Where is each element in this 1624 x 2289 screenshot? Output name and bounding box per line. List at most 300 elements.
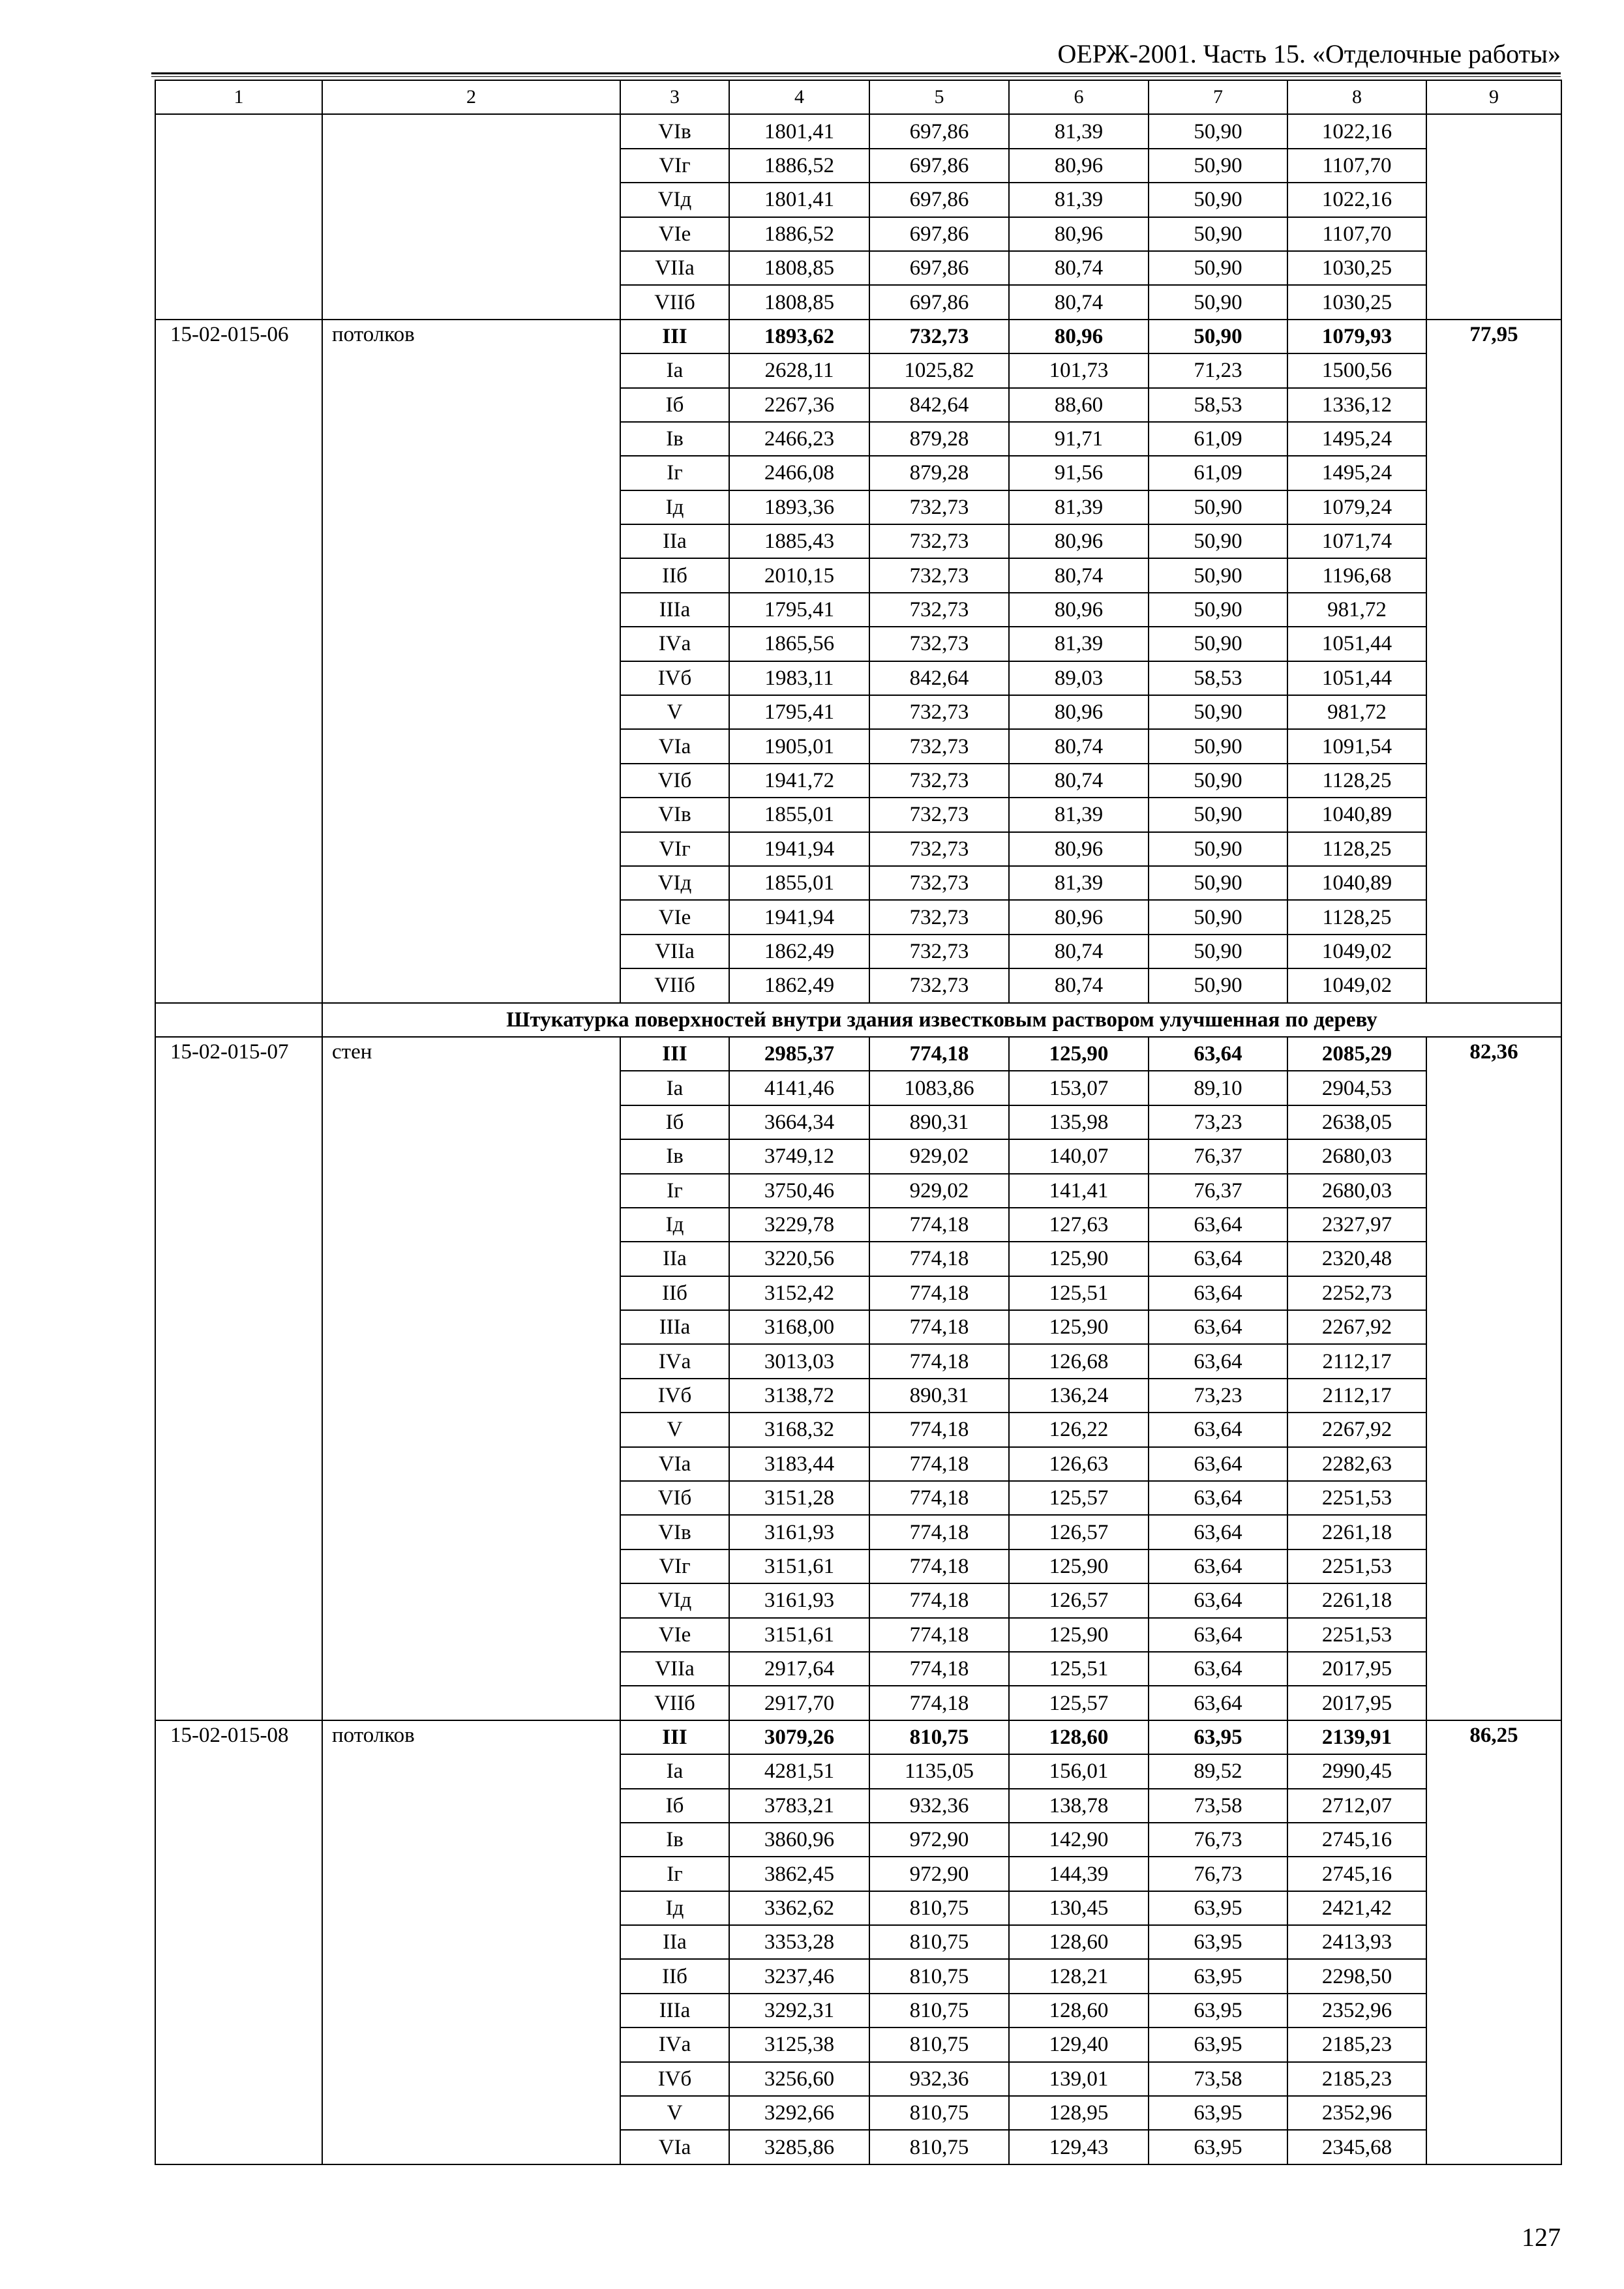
operator-wages-cell: 63,64 [1149, 1652, 1287, 1686]
operator-wages-cell: 63,64 [1149, 1686, 1287, 1720]
zone-cell: VIа [620, 1447, 729, 1481]
zone-cell: VIIа [620, 935, 729, 968]
wages-cell: 732,73 [869, 798, 1009, 831]
operator-wages-cell: 89,52 [1149, 1754, 1287, 1788]
operator-wages-cell: 76,73 [1149, 1857, 1287, 1891]
code-cell: 15-02-015-07 [155, 1037, 322, 1720]
price-table [155, 80, 1562, 2165]
zone-cell: IVб [620, 2062, 729, 2096]
machine-cost-cell: 80,74 [1009, 968, 1149, 1002]
materials-cell: 2112,17 [1287, 1379, 1426, 1413]
materials-cell: 1107,70 [1287, 149, 1426, 183]
wages-cell: 774,18 [869, 1242, 1009, 1276]
total-cost-cell: 3783,21 [729, 1789, 869, 1823]
zone-cell: IIа [620, 524, 729, 558]
operator-wages-cell: 63,95 [1149, 1959, 1287, 1993]
wages-cell: 810,75 [869, 1891, 1009, 1925]
total-cost-cell: 3013,03 [729, 1344, 869, 1378]
table-row [155, 114, 1561, 148]
wages-cell: 774,18 [869, 1310, 1009, 1344]
materials-cell: 1022,16 [1287, 183, 1426, 217]
zone-cell: VIIб [620, 285, 729, 319]
machine-cost-cell: 129,40 [1009, 2027, 1149, 2061]
machine-cost-cell: 126,57 [1009, 1583, 1149, 1617]
machine-cost-cell: 80,96 [1009, 320, 1149, 353]
zone-cell: Iг [620, 1174, 729, 1208]
machine-cost-cell: 125,90 [1009, 1310, 1149, 1344]
total-cost-cell: 1983,11 [729, 661, 869, 695]
operator-wages-cell: 61,09 [1149, 422, 1287, 456]
materials-cell: 2352,96 [1287, 2096, 1426, 2130]
operator-wages-cell: 50,90 [1149, 320, 1287, 353]
zone-cell: III [620, 1720, 729, 1754]
zone-cell: VIг [620, 149, 729, 183]
operator-wages-cell: 50,90 [1149, 490, 1287, 524]
wages-cell: 932,36 [869, 1789, 1009, 1823]
section-code-cell [155, 1003, 322, 1037]
zone-cell: Iд [620, 1891, 729, 1925]
column-number-cell: 8 [1287, 80, 1426, 114]
machine-cost-cell: 125,51 [1009, 1276, 1149, 1310]
zone-cell: VIIб [620, 1686, 729, 1720]
zone-cell: IIIа [620, 1994, 729, 2027]
table-row [155, 1720, 1561, 1754]
materials-cell: 2282,63 [1287, 1447, 1426, 1481]
materials-cell: 1022,16 [1287, 114, 1426, 148]
wages-cell: 732,73 [869, 968, 1009, 1002]
materials-cell: 981,72 [1287, 695, 1426, 729]
zone-cell: VIе [620, 900, 729, 934]
machine-cost-cell: 126,68 [1009, 1344, 1149, 1378]
materials-cell: 2320,48 [1287, 1242, 1426, 1276]
machine-cost-cell: 80,96 [1009, 593, 1149, 627]
section-title: Штукатурка поверхностей внутри здания известковым раствором улучшенная по дереву [322, 1003, 1561, 1037]
wages-cell: 732,73 [869, 729, 1009, 763]
wages-cell: 732,73 [869, 832, 1009, 866]
zone-cell: IIб [620, 1959, 729, 1993]
materials-cell: 2112,17 [1287, 1344, 1426, 1378]
zone-cell: Iв [620, 1139, 729, 1173]
materials-cell: 1495,24 [1287, 422, 1426, 456]
materials-cell: 2085,29 [1287, 1037, 1426, 1071]
machine-cost-cell: 141,41 [1009, 1174, 1149, 1208]
machine-cost-cell: 91,71 [1009, 422, 1149, 456]
zone-cell: VIа [620, 729, 729, 763]
materials-cell: 1040,89 [1287, 866, 1426, 900]
page-header: ОЕРЖ-2001. Часть 15. «Отделочные работы» [1057, 39, 1561, 68]
page-number: 127 [1522, 2222, 1561, 2252]
materials-cell: 1079,24 [1287, 490, 1426, 524]
machine-cost-cell: 135,98 [1009, 1105, 1149, 1139]
machine-cost-cell: 125,90 [1009, 1618, 1149, 1652]
total-cost-cell: 1808,85 [729, 285, 869, 319]
wages-cell: 732,73 [869, 764, 1009, 798]
machine-cost-cell: 80,74 [1009, 764, 1149, 798]
total-cost-cell: 1862,49 [729, 935, 869, 968]
wages-cell: 810,75 [869, 2096, 1009, 2130]
operator-wages-cell: 50,90 [1149, 764, 1287, 798]
materials-cell: 2251,53 [1287, 1481, 1426, 1515]
machine-cost-cell: 128,60 [1009, 1720, 1149, 1754]
name-cell [322, 114, 620, 319]
zone-cell: IVа [620, 1344, 729, 1378]
wages-cell: 879,28 [869, 456, 1009, 490]
operator-wages-cell: 50,90 [1149, 695, 1287, 729]
total-cost-cell: 3664,34 [729, 1105, 869, 1139]
machine-cost-cell: 140,07 [1009, 1139, 1149, 1173]
zone-cell: III [620, 1037, 729, 1071]
total-cost-cell: 1886,52 [729, 217, 869, 251]
wages-cell: 774,18 [869, 1413, 1009, 1446]
wages-cell: 810,75 [869, 1959, 1009, 1993]
machine-cost-cell: 80,74 [1009, 251, 1149, 285]
machine-cost-cell: 125,90 [1009, 1037, 1149, 1071]
wages-cell: 697,86 [869, 285, 1009, 319]
total-cost-cell: 3362,62 [729, 1891, 869, 1925]
zone-cell: V [620, 1413, 729, 1446]
zone-cell: IIIа [620, 1310, 729, 1344]
materials-cell: 2261,18 [1287, 1515, 1426, 1549]
machine-cost-cell: 81,39 [1009, 798, 1149, 831]
zone-cell: IIб [620, 1276, 729, 1310]
operator-wages-cell: 63,95 [1149, 1720, 1287, 1754]
machine-cost-cell: 80,96 [1009, 217, 1149, 251]
machine-cost-cell: 125,57 [1009, 1481, 1149, 1515]
operator-wages-cell: 73,58 [1149, 2062, 1287, 2096]
zone-cell: VIд [620, 1583, 729, 1617]
zone-cell: VIг [620, 832, 729, 866]
total-cost-cell: 3152,42 [729, 1276, 869, 1310]
total-cost-cell: 3292,31 [729, 1994, 869, 2027]
wages-cell: 972,90 [869, 1823, 1009, 1857]
wages-cell: 890,31 [869, 1379, 1009, 1413]
total-cost-cell: 2628,11 [729, 353, 869, 387]
column-number-cell: 2 [322, 80, 620, 114]
machine-cost-cell: 80,96 [1009, 832, 1149, 866]
total-cost-cell: 4141,46 [729, 1071, 869, 1105]
machine-cost-cell: 127,63 [1009, 1208, 1149, 1242]
machine-cost-cell: 144,39 [1009, 1857, 1149, 1891]
materials-cell: 2251,53 [1287, 1549, 1426, 1583]
machine-cost-cell: 142,90 [1009, 1823, 1149, 1857]
materials-cell: 2352,96 [1287, 1994, 1426, 2027]
machine-cost-cell: 80,96 [1009, 900, 1149, 934]
total-cost-cell: 3220,56 [729, 1242, 869, 1276]
materials-cell: 2267,92 [1287, 1413, 1426, 1446]
operator-wages-cell: 73,23 [1149, 1379, 1287, 1413]
operator-wages-cell: 63,64 [1149, 1344, 1287, 1378]
zone-cell: Iа [620, 1754, 729, 1788]
operator-wages-cell: 50,90 [1149, 866, 1287, 900]
total-cost-cell: 1801,41 [729, 114, 869, 148]
materials-cell: 2017,95 [1287, 1652, 1426, 1686]
total-cost-cell: 1795,41 [729, 593, 869, 627]
zone-cell: Iа [620, 1071, 729, 1105]
operator-wages-cell: 50,90 [1149, 114, 1287, 148]
operator-wages-cell: 50,90 [1149, 183, 1287, 217]
materials-cell: 2017,95 [1287, 1686, 1426, 1720]
machine-cost-cell: 80,74 [1009, 285, 1149, 319]
machine-cost-cell: 88,60 [1009, 388, 1149, 422]
total-cost-cell: 3860,96 [729, 1823, 869, 1857]
total-cost-cell: 3237,46 [729, 1959, 869, 1993]
materials-cell: 1071,74 [1287, 524, 1426, 558]
materials-cell: 2345,68 [1287, 2130, 1426, 2164]
labor-cost-cell: 77,95 [1426, 320, 1561, 1003]
wages-cell: 774,18 [869, 1208, 1009, 1242]
materials-cell: 1030,25 [1287, 285, 1426, 319]
wages-cell: 774,18 [869, 1618, 1009, 1652]
total-cost-cell: 1808,85 [729, 251, 869, 285]
materials-cell: 2267,92 [1287, 1310, 1426, 1344]
zone-cell: VIе [620, 1618, 729, 1652]
operator-wages-cell: 63,64 [1149, 1413, 1287, 1446]
table-row [155, 1037, 1561, 1071]
machine-cost-cell: 81,39 [1009, 866, 1149, 900]
operator-wages-cell: 63,64 [1149, 1447, 1287, 1481]
operator-wages-cell: 58,53 [1149, 388, 1287, 422]
operator-wages-cell: 63,95 [1149, 2096, 1287, 2130]
header-rule [151, 72, 1561, 74]
column-number-cell: 3 [620, 80, 729, 114]
materials-cell: 2712,07 [1287, 1789, 1426, 1823]
machine-cost-cell: 129,43 [1009, 2130, 1149, 2164]
machine-cost-cell: 91,56 [1009, 456, 1149, 490]
machine-cost-cell: 81,39 [1009, 183, 1149, 217]
machine-cost-cell: 101,73 [1009, 353, 1149, 387]
code-cell: 15-02-015-08 [155, 1720, 322, 2164]
wages-cell: 697,86 [869, 251, 1009, 285]
total-cost-cell: 3353,28 [729, 1925, 869, 1959]
total-cost-cell: 3079,26 [729, 1720, 869, 1754]
operator-wages-cell: 63,64 [1149, 1242, 1287, 1276]
wages-cell: 774,18 [869, 1515, 1009, 1549]
materials-cell: 981,72 [1287, 593, 1426, 627]
operator-wages-cell: 89,10 [1149, 1071, 1287, 1105]
total-cost-cell: 1855,01 [729, 866, 869, 900]
wages-cell: 774,18 [869, 1344, 1009, 1378]
operator-wages-cell: 76,37 [1149, 1139, 1287, 1173]
operator-wages-cell: 50,90 [1149, 251, 1287, 285]
total-cost-cell: 3151,61 [729, 1618, 869, 1652]
materials-cell: 2327,97 [1287, 1208, 1426, 1242]
materials-cell: 1049,02 [1287, 968, 1426, 1002]
total-cost-cell: 3138,72 [729, 1379, 869, 1413]
operator-wages-cell: 50,90 [1149, 217, 1287, 251]
zone-cell: Iд [620, 1208, 729, 1242]
name-cell: потолков [322, 320, 620, 1003]
operator-wages-cell: 73,23 [1149, 1105, 1287, 1139]
operator-wages-cell: 58,53 [1149, 661, 1287, 695]
total-cost-cell: 1885,43 [729, 524, 869, 558]
column-number-cell: 9 [1426, 80, 1561, 114]
operator-wages-cell: 63,95 [1149, 2130, 1287, 2164]
operator-wages-cell: 50,90 [1149, 524, 1287, 558]
column-number-cell: 1 [155, 80, 322, 114]
wages-cell: 732,73 [869, 490, 1009, 524]
materials-cell: 2680,03 [1287, 1139, 1426, 1173]
wages-cell: 810,75 [869, 2130, 1009, 2164]
wages-cell: 774,18 [869, 1447, 1009, 1481]
total-cost-cell: 1941,94 [729, 900, 869, 934]
total-cost-cell: 1801,41 [729, 183, 869, 217]
zone-cell: VIIа [620, 251, 729, 285]
section-row [155, 1003, 1561, 1037]
total-cost-cell: 3151,61 [729, 1549, 869, 1583]
total-cost-cell: 2985,37 [729, 1037, 869, 1071]
zone-cell: Iв [620, 1823, 729, 1857]
zone-cell: VIг [620, 1549, 729, 1583]
total-cost-cell: 3862,45 [729, 1857, 869, 1891]
code-cell: 15-02-015-06 [155, 320, 322, 1003]
materials-cell: 1128,25 [1287, 900, 1426, 934]
operator-wages-cell: 50,90 [1149, 900, 1287, 934]
total-cost-cell: 3125,38 [729, 2027, 869, 2061]
column-number-cell: 7 [1149, 80, 1287, 114]
machine-cost-cell: 125,90 [1009, 1242, 1149, 1276]
materials-cell: 1091,54 [1287, 729, 1426, 763]
operator-wages-cell: 63,95 [1149, 2027, 1287, 2061]
materials-cell: 1079,93 [1287, 320, 1426, 353]
materials-cell: 2745,16 [1287, 1857, 1426, 1891]
materials-cell: 2252,73 [1287, 1276, 1426, 1310]
zone-cell: Iд [620, 490, 729, 524]
materials-cell: 2298,50 [1287, 1959, 1426, 1993]
materials-cell: 2139,91 [1287, 1720, 1426, 1754]
wages-cell: 1025,82 [869, 353, 1009, 387]
zone-cell: Iа [620, 353, 729, 387]
column-header-row [155, 80, 1561, 114]
materials-cell: 1500,56 [1287, 353, 1426, 387]
materials-cell: 2251,53 [1287, 1618, 1426, 1652]
materials-cell: 1051,44 [1287, 627, 1426, 661]
operator-wages-cell: 50,90 [1149, 627, 1287, 661]
machine-cost-cell: 125,90 [1009, 1549, 1149, 1583]
wages-cell: 810,75 [869, 1925, 1009, 1959]
column-number-cell: 6 [1009, 80, 1149, 114]
materials-cell: 1049,02 [1287, 935, 1426, 968]
total-cost-cell: 4281,51 [729, 1754, 869, 1788]
zone-cell: IVб [620, 661, 729, 695]
total-cost-cell: 1941,72 [729, 764, 869, 798]
materials-cell: 2990,45 [1287, 1754, 1426, 1788]
materials-cell: 2638,05 [1287, 1105, 1426, 1139]
materials-cell: 1030,25 [1287, 251, 1426, 285]
operator-wages-cell: 63,64 [1149, 1310, 1287, 1344]
machine-cost-cell: 80,96 [1009, 695, 1149, 729]
labor-cost-cell: 86,25 [1426, 1720, 1561, 2164]
materials-cell: 1336,12 [1287, 388, 1426, 422]
table-row [155, 320, 1561, 353]
operator-wages-cell: 63,64 [1149, 1276, 1287, 1310]
operator-wages-cell: 76,73 [1149, 1823, 1287, 1857]
machine-cost-cell: 156,01 [1009, 1754, 1149, 1788]
total-cost-cell: 3749,12 [729, 1139, 869, 1173]
code-cell [155, 114, 322, 319]
total-cost-cell: 3151,28 [729, 1481, 869, 1515]
wages-cell: 697,86 [869, 149, 1009, 183]
total-cost-cell: 1941,94 [729, 832, 869, 866]
operator-wages-cell: 50,90 [1149, 935, 1287, 968]
total-cost-cell: 2267,36 [729, 388, 869, 422]
total-cost-cell: 2466,08 [729, 456, 869, 490]
operator-wages-cell: 63,64 [1149, 1618, 1287, 1652]
wages-cell: 774,18 [869, 1481, 1009, 1515]
total-cost-cell: 3183,44 [729, 1447, 869, 1481]
wages-cell: 732,73 [869, 627, 1009, 661]
wages-cell: 810,75 [869, 2027, 1009, 2061]
zone-cell: VIв [620, 114, 729, 148]
total-cost-cell: 1886,52 [729, 149, 869, 183]
name-cell: потолков [322, 1720, 620, 2164]
zone-cell: Iг [620, 456, 729, 490]
wages-cell: 932,36 [869, 2062, 1009, 2096]
zone-cell: VIIб [620, 968, 729, 1002]
machine-cost-cell: 80,74 [1009, 558, 1149, 592]
wages-cell: 697,86 [869, 183, 1009, 217]
wages-cell: 732,73 [869, 695, 1009, 729]
wages-cell: 732,73 [869, 524, 1009, 558]
machine-cost-cell: 128,60 [1009, 1925, 1149, 1959]
wages-cell: 929,02 [869, 1174, 1009, 1208]
materials-cell: 1128,25 [1287, 832, 1426, 866]
wages-cell: 972,90 [869, 1857, 1009, 1891]
machine-cost-cell: 136,24 [1009, 1379, 1149, 1413]
machine-cost-cell: 126,63 [1009, 1447, 1149, 1481]
operator-wages-cell: 63,64 [1149, 1481, 1287, 1515]
wages-cell: 774,18 [869, 1276, 1009, 1310]
wages-cell: 774,18 [869, 1549, 1009, 1583]
materials-cell: 2421,42 [1287, 1891, 1426, 1925]
machine-cost-cell: 81,39 [1009, 490, 1149, 524]
zone-cell: Iг [620, 1857, 729, 1891]
zone-cell: Iб [620, 1105, 729, 1139]
materials-cell: 2185,23 [1287, 2027, 1426, 2061]
wages-cell: 1135,05 [869, 1754, 1009, 1788]
wages-cell: 732,73 [869, 593, 1009, 627]
materials-cell: 2185,23 [1287, 2062, 1426, 2096]
operator-wages-cell: 63,64 [1149, 1583, 1287, 1617]
operator-wages-cell: 50,90 [1149, 832, 1287, 866]
labor-cost-cell: 82,36 [1426, 1037, 1561, 1720]
zone-cell: Iв [620, 422, 729, 456]
total-cost-cell: 1893,62 [729, 320, 869, 353]
machine-cost-cell: 80,96 [1009, 149, 1149, 183]
zone-cell: IVа [620, 627, 729, 661]
wages-cell: 732,73 [869, 558, 1009, 592]
total-cost-cell: 1862,49 [729, 968, 869, 1002]
total-cost-cell: 3229,78 [729, 1208, 869, 1242]
name-cell: стен [322, 1037, 620, 1720]
column-number-cell: 5 [869, 80, 1009, 114]
operator-wages-cell: 50,90 [1149, 968, 1287, 1002]
operator-wages-cell: 63,95 [1149, 1994, 1287, 2027]
wages-cell: 1083,86 [869, 1071, 1009, 1105]
wages-cell: 774,18 [869, 1686, 1009, 1720]
total-cost-cell: 1855,01 [729, 798, 869, 831]
materials-cell: 2261,18 [1287, 1583, 1426, 1617]
operator-wages-cell: 61,09 [1149, 456, 1287, 490]
machine-cost-cell: 125,57 [1009, 1686, 1149, 1720]
machine-cost-cell: 139,01 [1009, 2062, 1149, 2096]
wages-cell: 732,73 [869, 935, 1009, 968]
materials-cell: 2904,53 [1287, 1071, 1426, 1105]
zone-cell: IIIа [620, 593, 729, 627]
wages-cell: 697,86 [869, 114, 1009, 148]
total-cost-cell: 1905,01 [729, 729, 869, 763]
total-cost-cell: 3161,93 [729, 1583, 869, 1617]
total-cost-cell: 3168,00 [729, 1310, 869, 1344]
